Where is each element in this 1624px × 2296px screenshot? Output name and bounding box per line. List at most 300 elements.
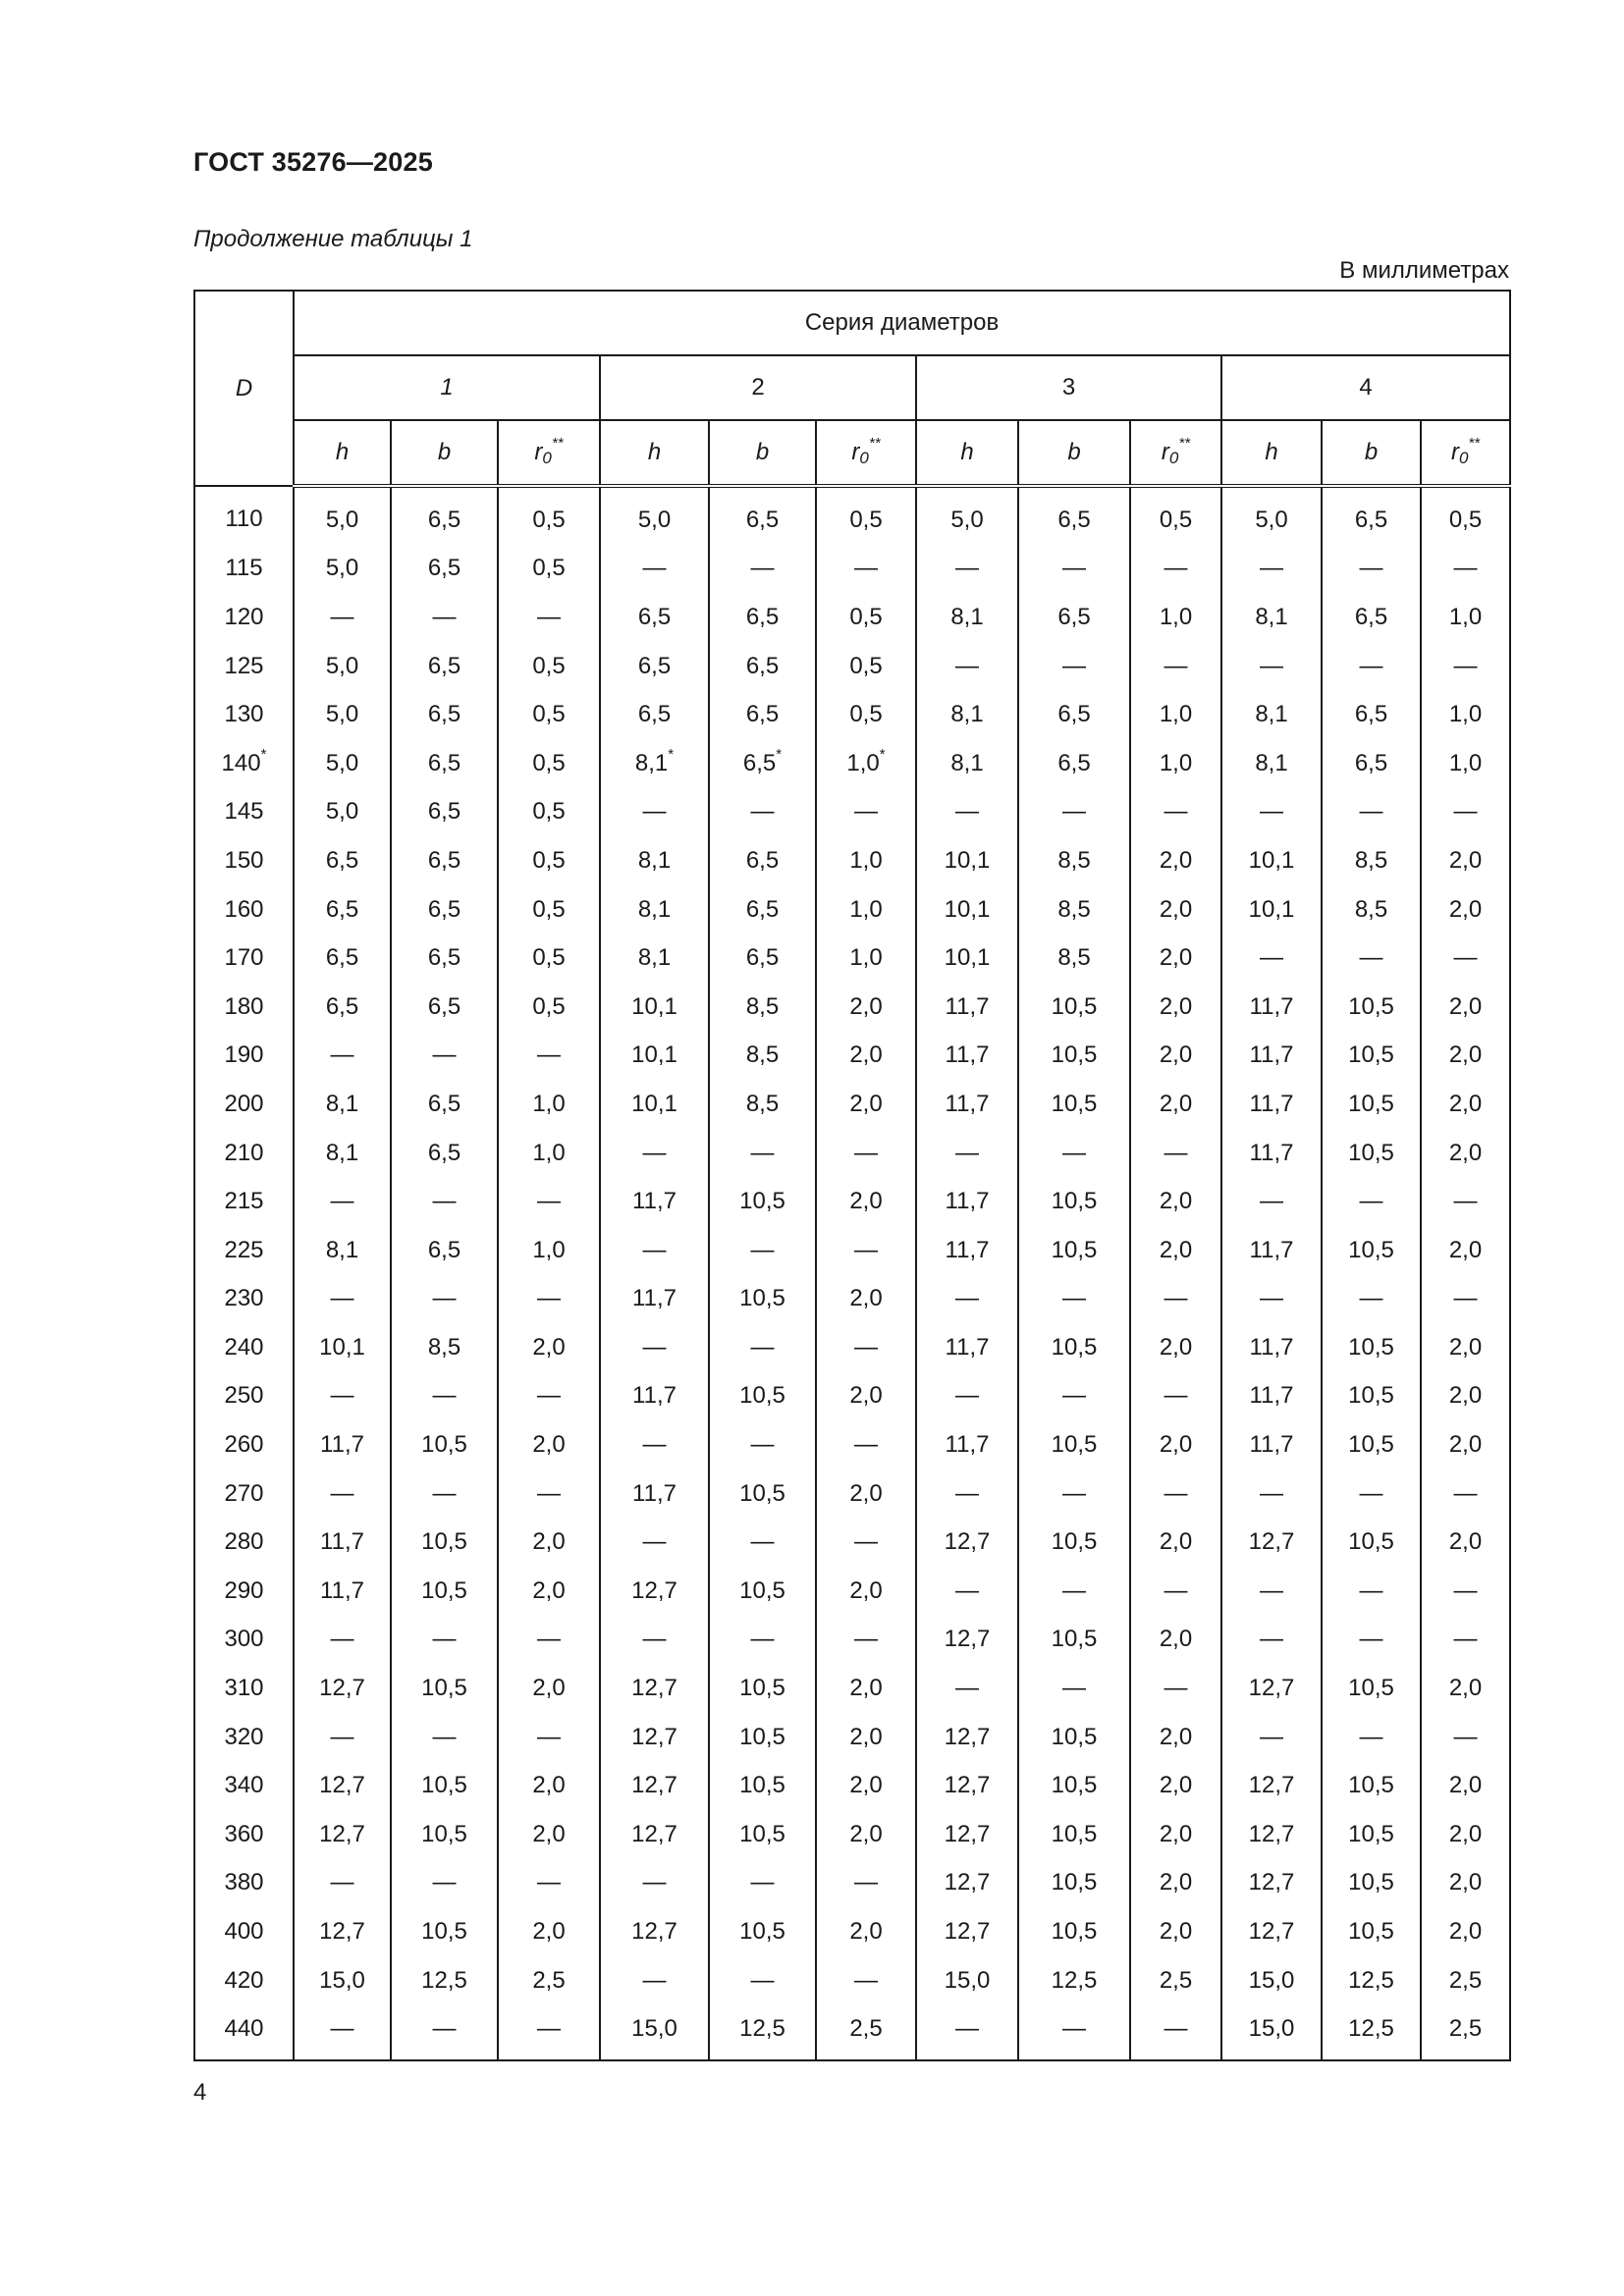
cell-text: — bbox=[750, 555, 775, 582]
cell-text: — bbox=[432, 1626, 457, 1653]
cell-value bbox=[916, 690, 1018, 739]
cell-text: 8,5 bbox=[427, 1333, 461, 1361]
cell-text: 2,0 bbox=[1448, 1236, 1483, 1263]
cell-value bbox=[294, 1713, 391, 1762]
cell-text: — bbox=[1359, 1285, 1383, 1312]
sub-header-r0-series-3 bbox=[1130, 420, 1221, 486]
cell-text: 10,1 bbox=[319, 1333, 365, 1361]
cell-text: 12,7 bbox=[1248, 1820, 1295, 1847]
cell-text: 0,5 bbox=[849, 603, 883, 630]
r-index: 0 bbox=[1168, 449, 1179, 467]
cell-text: 8,5 bbox=[1057, 846, 1091, 874]
cell-text: 12,7 bbox=[944, 1918, 991, 1946]
r-symbol: r bbox=[534, 439, 543, 465]
cell-value bbox=[498, 836, 600, 885]
cell-value bbox=[816, 642, 916, 691]
cell-value bbox=[1421, 545, 1510, 594]
cell-value bbox=[709, 1275, 816, 1324]
cell-text: 0,5 bbox=[532, 555, 566, 582]
cell-text: 10,5 bbox=[739, 1576, 785, 1604]
cell-value bbox=[709, 1080, 816, 1129]
cell-text: 6,5 bbox=[745, 701, 780, 728]
cell-value bbox=[709, 690, 816, 739]
cell-text: 11,7 bbox=[320, 1528, 364, 1556]
cell-value bbox=[498, 1859, 600, 1908]
cell-text: 6,5 bbox=[1057, 603, 1091, 630]
cell-text: 2,0 bbox=[849, 1675, 883, 1702]
cell-value bbox=[816, 1713, 916, 1762]
cell-text: 6,5 bbox=[1354, 749, 1388, 776]
cell-text: 12,7 bbox=[631, 1820, 677, 1847]
cell-value bbox=[709, 1761, 816, 1810]
cell-value bbox=[1221, 788, 1322, 837]
cell-text: 1,0 bbox=[1448, 701, 1483, 728]
cell-value bbox=[816, 1226, 916, 1275]
cell-value bbox=[1221, 1372, 1322, 1421]
cell-text: 10,5 bbox=[421, 1918, 467, 1946]
cell-value bbox=[916, 1177, 1018, 1226]
cell-text: — bbox=[854, 1236, 878, 1263]
cell-value: 260 bbox=[224, 1431, 264, 1459]
cell-text: 10,5 bbox=[1051, 1772, 1098, 1799]
cell-value: 200 bbox=[224, 1090, 264, 1117]
cell-text: 0,5 bbox=[849, 701, 883, 728]
cell-d bbox=[194, 1129, 294, 1178]
cell-d bbox=[194, 1761, 294, 1810]
cell-value bbox=[1221, 1226, 1322, 1275]
cell-text: 1,0 bbox=[849, 944, 883, 972]
cell-text: — bbox=[432, 1285, 457, 1312]
cell-value bbox=[391, 1420, 498, 1469]
cell-text: 2,0 bbox=[849, 992, 883, 1020]
cell-d bbox=[194, 788, 294, 837]
cell-text: — bbox=[854, 555, 878, 582]
cell-value bbox=[1130, 1177, 1221, 1226]
cell-text: 8,1 bbox=[1255, 749, 1288, 776]
cell-text: 10,5 bbox=[1051, 1333, 1098, 1361]
cell-value bbox=[916, 1616, 1018, 1665]
cell-text: 2,0 bbox=[849, 1820, 883, 1847]
cell-d bbox=[194, 642, 294, 691]
cell-text: 10,1 bbox=[944, 944, 991, 972]
cell-value bbox=[391, 1032, 498, 1081]
cell-value bbox=[1221, 1664, 1322, 1713]
cell-text: — bbox=[330, 1723, 354, 1750]
cell-value bbox=[1018, 545, 1130, 594]
cell-text: 6,5 bbox=[427, 798, 461, 826]
cell-text: 10,5 bbox=[739, 1675, 785, 1702]
cell-value bbox=[391, 545, 498, 594]
cell-text: — bbox=[1359, 555, 1383, 582]
cell-value bbox=[816, 1664, 916, 1713]
cell-value bbox=[1130, 1323, 1221, 1372]
cell-value bbox=[498, 1810, 600, 1859]
cell-value bbox=[391, 836, 498, 885]
cell-value bbox=[600, 1907, 709, 1956]
cell-text: 12,5 bbox=[1348, 2015, 1394, 2043]
cell-value bbox=[391, 642, 498, 691]
cell-text: 2,0 bbox=[1448, 1382, 1483, 1410]
cell-value bbox=[391, 1664, 498, 1713]
cell-value bbox=[1130, 1616, 1221, 1665]
cell-text: — bbox=[750, 1966, 775, 1994]
cell-text: — bbox=[1062, 1285, 1086, 1312]
cell-value bbox=[498, 1664, 600, 1713]
cell-text: — bbox=[854, 1966, 878, 1994]
table-row bbox=[194, 1907, 1510, 1956]
cell-text: — bbox=[1062, 1139, 1086, 1166]
cell-value bbox=[391, 788, 498, 837]
cell-d bbox=[194, 486, 294, 545]
cell-value bbox=[1221, 1907, 1322, 1956]
cell-text: 15,0 bbox=[319, 1966, 365, 1994]
cell-value bbox=[498, 642, 600, 691]
cell-d bbox=[194, 1177, 294, 1226]
cell-value bbox=[1421, 1616, 1510, 1665]
cell-value bbox=[816, 739, 916, 788]
cell-value bbox=[1421, 1032, 1510, 1081]
cell-value bbox=[1130, 690, 1221, 739]
cell-value bbox=[1421, 983, 1510, 1032]
cell-value bbox=[391, 983, 498, 1032]
cell-value bbox=[1221, 1956, 1322, 2005]
cell-value bbox=[709, 1518, 816, 1567]
cell-value bbox=[600, 2004, 709, 2060]
cell-value bbox=[1322, 1323, 1421, 1372]
cell-d bbox=[194, 1518, 294, 1567]
cell-text: — bbox=[955, 1382, 979, 1410]
cell-value bbox=[600, 1664, 709, 1713]
cell-text: — bbox=[955, 1139, 979, 1166]
cell-value: 145 bbox=[224, 798, 264, 826]
cell-text: 11,7 bbox=[945, 1333, 990, 1361]
cell-value bbox=[600, 1080, 709, 1129]
table-row bbox=[194, 486, 1510, 545]
cell-value bbox=[916, 593, 1018, 642]
cell-value bbox=[294, 1518, 391, 1567]
cell-text: 2,0 bbox=[1448, 846, 1483, 874]
cell-text: — bbox=[1062, 1382, 1086, 1410]
cell-value bbox=[1322, 788, 1421, 837]
cell-value bbox=[1130, 1761, 1221, 1810]
footnote-mark: * bbox=[668, 745, 675, 763]
cell-text: — bbox=[1062, 1675, 1086, 1702]
cell-value bbox=[816, 1907, 916, 1956]
cell-value bbox=[1018, 1129, 1130, 1178]
cell-value bbox=[1221, 836, 1322, 885]
cell-text: 6,5 bbox=[427, 944, 461, 972]
cell-value bbox=[816, 1129, 916, 1178]
cell-text: — bbox=[1453, 1626, 1478, 1653]
cell-value bbox=[1221, 1713, 1322, 1762]
cell-text: 6,5 bbox=[745, 895, 780, 923]
cell-value bbox=[498, 1372, 600, 1421]
cell-value bbox=[1221, 1810, 1322, 1859]
cell-text: 12,7 bbox=[944, 1723, 991, 1750]
cell-text: 2,0 bbox=[532, 1675, 566, 1702]
cell-text: 10,5 bbox=[1051, 1090, 1098, 1117]
cell-value bbox=[1018, 1664, 1130, 1713]
cell-value bbox=[1421, 836, 1510, 885]
cell-value bbox=[391, 486, 498, 545]
cell-value bbox=[1221, 1469, 1322, 1519]
cell-value bbox=[816, 983, 916, 1032]
cell-text: — bbox=[750, 1431, 775, 1459]
cell-value bbox=[816, 885, 916, 934]
cell-value bbox=[1130, 1420, 1221, 1469]
cell-text: 10,1 bbox=[1248, 895, 1295, 923]
cell-value bbox=[1221, 1420, 1322, 1469]
cell-value bbox=[600, 836, 709, 885]
cell-value bbox=[498, 593, 600, 642]
cell-text: 8,5 bbox=[1354, 895, 1388, 923]
cell-value bbox=[1221, 1275, 1322, 1324]
cell-value bbox=[1421, 788, 1510, 837]
cell-d bbox=[194, 1810, 294, 1859]
sub-header-h-series-4: h bbox=[1221, 420, 1322, 486]
cell-value bbox=[1130, 934, 1221, 983]
cell-text: 8,5 bbox=[1057, 895, 1091, 923]
cell-value bbox=[1018, 1372, 1130, 1421]
cell-value bbox=[709, 983, 816, 1032]
cell-value bbox=[1421, 1420, 1510, 1469]
cell-text: — bbox=[1164, 1139, 1188, 1166]
cell-text: — bbox=[537, 1723, 561, 1750]
cell-value bbox=[816, 934, 916, 983]
cell-value bbox=[600, 1226, 709, 1275]
cell-value bbox=[1018, 642, 1130, 691]
document-title: ГОСТ 35276—2025 bbox=[193, 147, 433, 177]
cell-value bbox=[1018, 788, 1130, 837]
cell-text: 12,7 bbox=[319, 1820, 365, 1847]
cell-text: 2,0 bbox=[532, 1576, 566, 1604]
cell-text: 10,5 bbox=[1051, 1869, 1098, 1896]
cell-value bbox=[1221, 593, 1322, 642]
cell-value bbox=[816, 593, 916, 642]
cell-text: 12,7 bbox=[319, 1772, 365, 1799]
cell-value: 170 bbox=[224, 944, 264, 972]
cell-value bbox=[391, 1129, 498, 1178]
cell-value bbox=[1421, 1761, 1510, 1810]
cell-value bbox=[294, 885, 391, 934]
cell-value bbox=[709, 1907, 816, 1956]
cell-d bbox=[194, 1859, 294, 1908]
table-row bbox=[194, 1810, 1510, 1859]
cell-text: 10,5 bbox=[1348, 1820, 1394, 1847]
table-row bbox=[194, 1420, 1510, 1469]
cell-text: 10,5 bbox=[1051, 1918, 1098, 1946]
cell-value bbox=[1322, 934, 1421, 983]
cell-text: 12,7 bbox=[944, 1528, 991, 1556]
cell-value bbox=[1421, 885, 1510, 934]
cell-text: 10,5 bbox=[421, 1772, 467, 1799]
cell-value bbox=[294, 2004, 391, 2060]
cell-text: 2,5 bbox=[1159, 1966, 1193, 1994]
cell-value bbox=[1322, 545, 1421, 594]
cell-value bbox=[498, 1226, 600, 1275]
cell-value bbox=[1130, 983, 1221, 1032]
cell-text: — bbox=[432, 1869, 457, 1896]
cell-text: — bbox=[854, 1869, 878, 1896]
cell-text: 11,7 bbox=[632, 1382, 677, 1410]
cell-value: 320 bbox=[224, 1723, 264, 1750]
cell-text: — bbox=[854, 1528, 878, 1556]
cell-text: 6,5 bbox=[742, 749, 777, 776]
cell-value bbox=[916, 1810, 1018, 1859]
cell-text: 6,5 bbox=[427, 749, 461, 776]
cell-value bbox=[498, 1275, 600, 1324]
cell-value bbox=[498, 1420, 600, 1469]
cell-value bbox=[916, 1323, 1018, 1372]
cell-value: 110 bbox=[225, 506, 263, 533]
cell-text: 12,5 bbox=[1051, 1966, 1098, 1994]
cell-text: — bbox=[642, 1528, 667, 1556]
cell-value bbox=[1018, 739, 1130, 788]
cell-text: 0,5 bbox=[532, 846, 566, 874]
cell-text: 6,5 bbox=[745, 506, 780, 533]
cell-text: 6,5 bbox=[427, 1090, 461, 1117]
table-row bbox=[194, 1956, 1510, 2005]
cell-text: 12,7 bbox=[631, 1772, 677, 1799]
footnote-mark: * bbox=[776, 745, 783, 763]
cell-value bbox=[1018, 1323, 1130, 1372]
cell-value: 400 bbox=[224, 1918, 264, 1946]
table-row bbox=[194, 885, 1510, 934]
cell-value bbox=[816, 1080, 916, 1129]
cell-text: 6,5 bbox=[325, 992, 359, 1020]
cell-text: — bbox=[1260, 555, 1283, 582]
cell-value bbox=[916, 2004, 1018, 2060]
cell-value bbox=[1018, 1275, 1130, 1324]
cell-value bbox=[391, 1761, 498, 1810]
cell-text: 10,5 bbox=[739, 1918, 785, 1946]
cell-value: 250 bbox=[224, 1382, 264, 1410]
cell-value bbox=[391, 1616, 498, 1665]
cell-text: 0,5 bbox=[532, 701, 566, 728]
cell-value bbox=[916, 1129, 1018, 1178]
cell-text: 10,5 bbox=[1348, 1382, 1394, 1410]
cell-text: 12,7 bbox=[631, 1723, 677, 1750]
cell-value bbox=[709, 1177, 816, 1226]
table-row bbox=[194, 1664, 1510, 1713]
cell-value bbox=[1322, 486, 1421, 545]
cell-value bbox=[1221, 885, 1322, 934]
cell-value bbox=[1421, 1664, 1510, 1713]
cell-value bbox=[600, 1469, 709, 1519]
cell-value bbox=[1322, 1713, 1421, 1762]
cell-text: 2,0 bbox=[1159, 1626, 1193, 1653]
cell-value bbox=[498, 1129, 600, 1178]
cell-text: 2,0 bbox=[1448, 1918, 1483, 1946]
table-row bbox=[194, 1226, 1510, 1275]
cell-text: 0,5 bbox=[532, 798, 566, 826]
cell-text: 12,5 bbox=[739, 2015, 785, 2043]
cell-value bbox=[816, 1518, 916, 1567]
cell-value bbox=[294, 1664, 391, 1713]
cell-value bbox=[1322, 1518, 1421, 1567]
cell-text: — bbox=[1062, 798, 1086, 826]
cell-text: — bbox=[1453, 1576, 1478, 1604]
cell-value: 340 bbox=[224, 1772, 264, 1799]
cell-value bbox=[1221, 2004, 1322, 2060]
cell-value bbox=[916, 836, 1018, 885]
cell-d bbox=[194, 1567, 294, 1616]
cell-value: 160 bbox=[224, 895, 264, 923]
cell-text: 10,5 bbox=[421, 1528, 467, 1556]
cell-text: — bbox=[537, 1188, 561, 1215]
cell-value bbox=[1221, 1567, 1322, 1616]
cell-value bbox=[498, 1469, 600, 1519]
cell-value bbox=[600, 1129, 709, 1178]
cell-text: 2,5 bbox=[1448, 2015, 1483, 2043]
cell-text: 15,0 bbox=[1248, 2015, 1295, 2043]
cell-value bbox=[1221, 934, 1322, 983]
cell-value bbox=[916, 1956, 1018, 2005]
cell-text: 5,0 bbox=[325, 652, 359, 679]
cell-value bbox=[1421, 1129, 1510, 1178]
cell-value bbox=[1130, 486, 1221, 545]
cell-value bbox=[1221, 983, 1322, 1032]
cell-value bbox=[1322, 1420, 1421, 1469]
cell-text: 12,7 bbox=[1248, 1869, 1295, 1896]
cell-value bbox=[709, 642, 816, 691]
cell-text: 11,7 bbox=[1249, 992, 1294, 1020]
cell-value bbox=[498, 1032, 600, 1081]
cell-value bbox=[916, 1713, 1018, 1762]
cell-value bbox=[709, 885, 816, 934]
cell-value bbox=[1018, 1859, 1130, 1908]
cell-value bbox=[1421, 1372, 1510, 1421]
cell-value bbox=[916, 1226, 1018, 1275]
cell-text: 2,0 bbox=[1448, 1090, 1483, 1117]
cell-value bbox=[391, 1518, 498, 1567]
cell-text: 8,1 bbox=[637, 944, 672, 972]
cell-text: 2,0 bbox=[1159, 944, 1193, 972]
cell-text: — bbox=[955, 1675, 979, 1702]
sub-header-r0-series-4 bbox=[1421, 420, 1510, 486]
cell-value bbox=[1130, 885, 1221, 934]
cell-text: — bbox=[955, 555, 979, 582]
cell-text: — bbox=[1260, 1188, 1283, 1215]
cell-value bbox=[816, 1323, 916, 1372]
cell-value bbox=[1018, 1080, 1130, 1129]
cell-value bbox=[816, 545, 916, 594]
cell-text: — bbox=[1260, 1479, 1283, 1507]
cell-text: 6,5 bbox=[427, 506, 461, 533]
cell-value bbox=[1322, 1469, 1421, 1519]
cell-value bbox=[1130, 1713, 1221, 1762]
cell-value bbox=[1421, 1810, 1510, 1859]
cell-text: 10,5 bbox=[1348, 1869, 1394, 1896]
cell-text: 5,0 bbox=[325, 798, 359, 826]
cell-value bbox=[294, 1567, 391, 1616]
cell-value bbox=[294, 1761, 391, 1810]
cell-value bbox=[1322, 2004, 1421, 2060]
cell-text: 11,7 bbox=[1249, 1431, 1294, 1459]
cell-text: 8,5 bbox=[745, 1090, 780, 1117]
cell-text: — bbox=[1164, 1479, 1188, 1507]
cell-text: 0,5 bbox=[532, 992, 566, 1020]
cell-value bbox=[600, 486, 709, 545]
cell-text: 12,7 bbox=[1248, 1772, 1295, 1799]
cell-text: 10,5 bbox=[421, 1576, 467, 1604]
cell-text: 6,5 bbox=[1057, 506, 1091, 533]
table-row bbox=[194, 1323, 1510, 1372]
table-row bbox=[194, 1567, 1510, 1616]
cell-value bbox=[709, 1567, 816, 1616]
cell-d bbox=[194, 836, 294, 885]
cell-text: 10,5 bbox=[1348, 1333, 1394, 1361]
